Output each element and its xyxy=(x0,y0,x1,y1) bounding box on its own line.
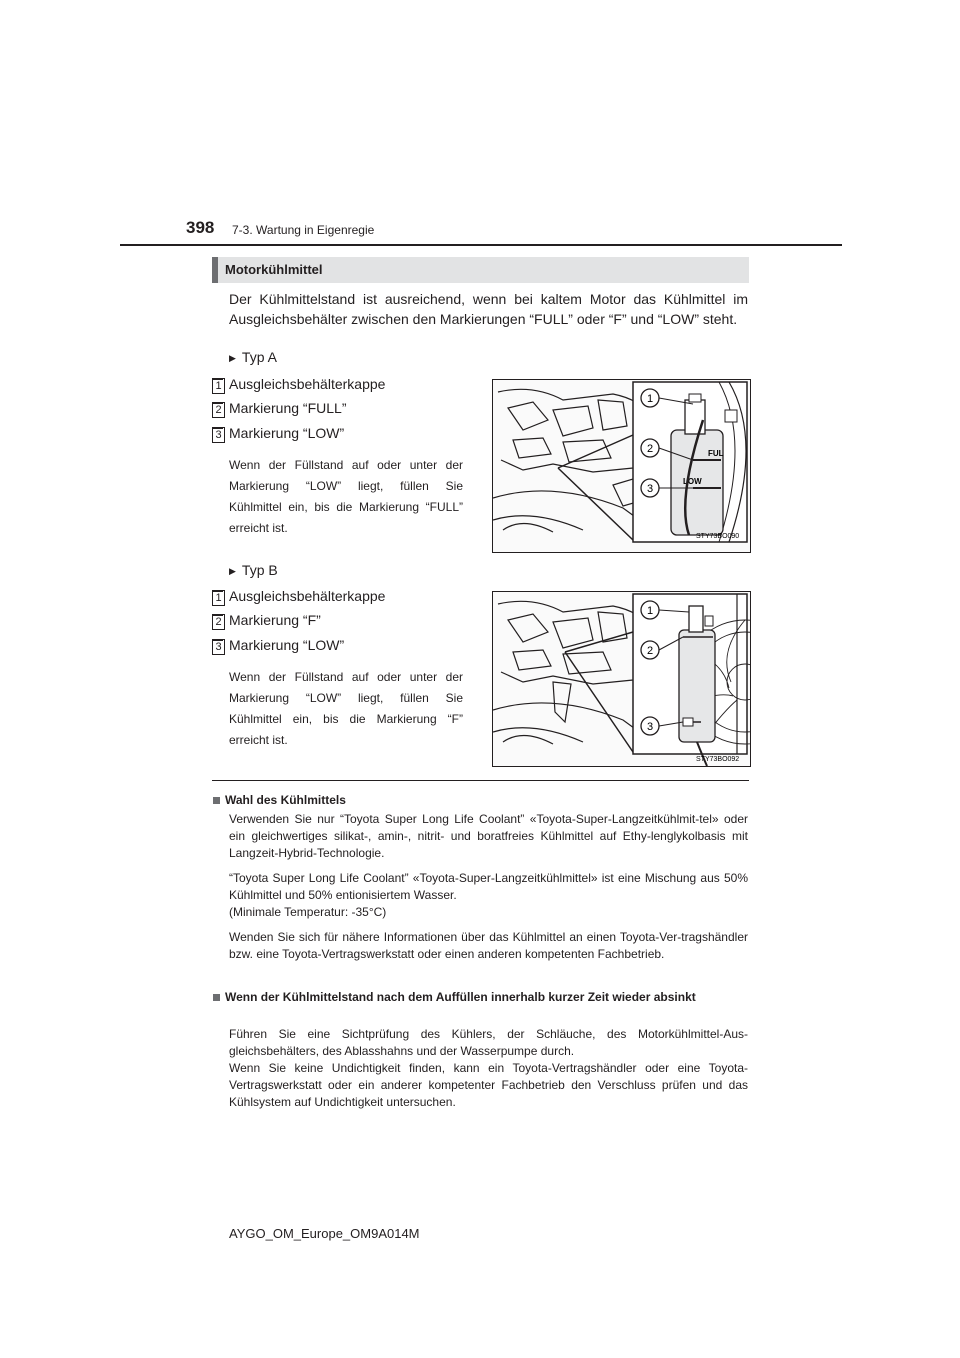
engine-bay-illustration-b xyxy=(493,592,750,766)
coolant-choice-paragraph-2: “Toyota Super Long Life Coolant” «Toyota-Super-Langzeitkühlmittel» ist eine Mischung aus 50% Kühlmittel und 50% entionisiertem Wasser. xyxy=(229,871,748,902)
num-box-2: 2 xyxy=(212,402,225,418)
svg-text:3: 3 xyxy=(646,721,654,733)
triangle-bullet-icon: ▶ xyxy=(229,353,236,363)
figure-type-a xyxy=(492,379,751,553)
num-box-1: 1 xyxy=(212,590,225,606)
level-drop-paragraph-2: Wenn Sie keine Undichtigkeit finden, kann ein Toyota-Vertragshändler oder eine Toyota-Vertragswerkstatt oder ein anderer kompetenter Fachbetrieb den Verschluss prüfen und das Kühlsystem auf Undichtigkeit untersuchen. xyxy=(229,1061,748,1109)
coolant-choice-paragraph-3: Wenden Sie sich für nähere Informationen über das Kühlmittel an einen Toyota-Ver-tragshändler bzw. eine Toyota-Vertragswerkstatt oder einen anderen kompetenten Fachbetrieb. xyxy=(229,930,748,961)
svg-text:2: 2 xyxy=(646,443,654,455)
type-a-heading xyxy=(229,349,277,365)
figure-type-b xyxy=(492,591,751,767)
square-bullet-icon xyxy=(213,797,220,804)
manual-code: AYGO_OM_Europe_OM9A014M xyxy=(229,1226,420,1241)
type-b-item-1: Ausgleichsbehälterkappe xyxy=(229,588,386,604)
figure-code-b: STY73BO092 xyxy=(696,756,740,763)
figure-code-a: STY73BO090 xyxy=(696,533,740,540)
type-a-label: Typ A xyxy=(241,349,277,365)
chapter-title: 7-3. Wartung in Eigenregie xyxy=(232,223,375,237)
section-title: Motorkühlmittel xyxy=(225,262,323,277)
type-a-item-3: Markierung “LOW” xyxy=(229,425,345,441)
header-rule xyxy=(120,244,842,246)
section-divider xyxy=(212,780,749,781)
type-b-heading xyxy=(229,562,278,578)
section-title-bar xyxy=(212,257,749,283)
leader-line-b1 xyxy=(565,632,633,652)
reservoir-cap-a xyxy=(685,400,705,434)
type-a-item-1: Ausgleichsbehälterkappe xyxy=(229,376,386,392)
num-box-2: 2 xyxy=(212,614,225,630)
triangle-bullet-icon: ▶ xyxy=(229,566,236,576)
num-box-3: 3 xyxy=(212,427,225,443)
square-bullet-icon xyxy=(213,994,220,1001)
coolant-min-temp: (Minimale Temperatur: -35°C) xyxy=(229,905,387,919)
type-b-note: Wenn der Füllstand auf oder unter der Markierung “LOW” liegt, füllen Sie Kühlmittel ein, bis die Markierung “F” erreicht ist. xyxy=(229,670,463,747)
type-b-item-3: Markierung “LOW” xyxy=(229,637,345,653)
level-drop-paragraph-1: Führen Sie eine Sichtprüfung des Kühlers, der Schläuche, des Motorkühlmittel-Aus-gleichsbehälters, des Ablasshahns und der Wasserpumpe durch. xyxy=(229,1027,748,1058)
level-drop-heading: Wenn der Kühlmittelstand nach dem Auffüllen innerhalb kurzer Zeit wieder absinkt xyxy=(225,990,696,1004)
reservoir-cap-b xyxy=(689,606,703,632)
svg-text:1: 1 xyxy=(646,605,654,617)
svg-text:1: 1 xyxy=(646,393,654,405)
coolant-choice-paragraph-1: Verwenden Sie nur “Toyota Super Long Life Coolant” «Toyota-Super-Langzeitkühlmit-tel» oder ein gleichwertiges silikat-, amin-, nitrit- und boratfreies Kühlmittel auf Ethy-lenglykolbasis mit Langzeit-Hybrid-Technologie. xyxy=(229,812,748,860)
low-mark-text: LOW xyxy=(683,477,702,486)
intro-paragraph: Der Kühlmittelstand ist ausreichend, wenn bei kaltem Motor das Kühlmittel im Ausgleichsbehälter zwischen den Markierungen “FULL” oder “F” und “LOW” steht. xyxy=(229,291,748,327)
leader-line-b2 xyxy=(565,652,633,752)
type-b-item-2: Markierung “F” xyxy=(229,612,321,628)
num-box-1: 1 xyxy=(212,378,225,394)
type-a-note: Wenn der Füllstand auf oder unter der Markierung “LOW” liegt, füllen Sie Kühlmittel ein, bis die Markierung “FULL” erreicht ist. xyxy=(229,458,463,535)
coolant-choice-heading: Wahl des Kühlmittels xyxy=(225,793,346,807)
type-a-item-2: Markierung “FULL” xyxy=(229,400,347,416)
page-number: 398 xyxy=(186,218,215,237)
num-box-3: 3 xyxy=(212,639,225,655)
svg-text:2: 2 xyxy=(646,645,654,657)
svg-text:3: 3 xyxy=(646,483,654,495)
section-accent xyxy=(212,257,218,283)
type-b-label: Typ B xyxy=(241,562,278,578)
engine-bay-illustration-a xyxy=(493,380,750,552)
full-mark-text: FUL xyxy=(708,449,724,458)
